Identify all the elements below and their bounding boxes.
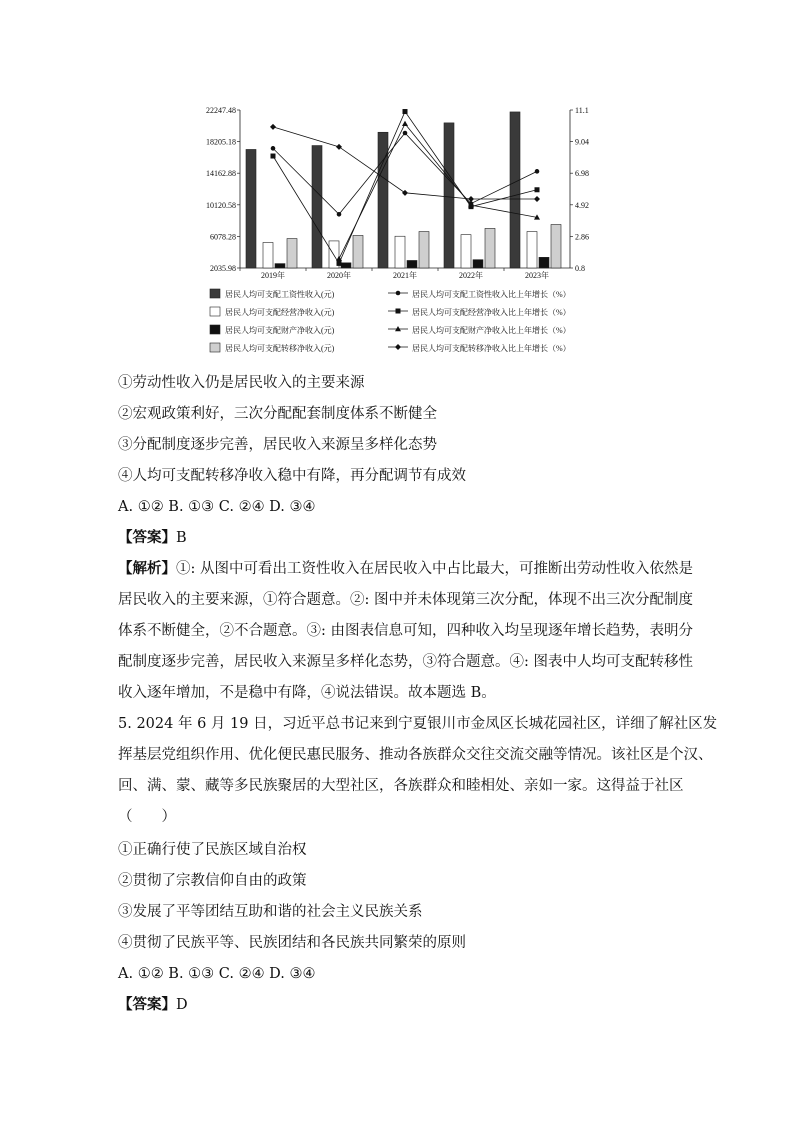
- line-point: [402, 190, 408, 196]
- line-point: [396, 291, 401, 296]
- legend-label: 居民人均可支配转移净收入比上年增长（%）: [412, 344, 571, 353]
- question-5-line-2: 挥基层党组织作用、优化便民惠民服务、推动各族群众交往交流交融等情况。该社区是个汉、: [118, 747, 713, 763]
- legend-label: 居民人均可支配经营净收入比上年增长（%）: [412, 308, 571, 317]
- bar: [551, 225, 561, 268]
- x-tick-label: 2020年: [327, 271, 351, 280]
- line-point: [535, 169, 540, 174]
- legend-label: 居民人均可支配财产净收入比上年增长（%）: [412, 326, 571, 335]
- line-point: [534, 196, 540, 202]
- left-tick-label: 10120.58: [206, 200, 236, 210]
- analysis-line-4: 配制度逐步完善，居民收入来源呈多样化态势，③符合题意。④: 图表中人均可支配转移性: [118, 654, 693, 670]
- bar: [378, 132, 388, 268]
- legend-label: 居民人均可支配财产净收入(元): [225, 326, 335, 335]
- analysis-line-2: 居民收入的主要来源，①符合题意。②: 图中并未体现第三次分配，体现不出三次分配制度: [118, 592, 693, 608]
- legend-label: 居民人均可支配工资性收入比上年增长（%）: [412, 290, 571, 299]
- legend-swatch: [210, 343, 220, 352]
- choices-q5: A. ①② B. ①③ C. ②④ D. ③④: [118, 966, 316, 982]
- question-5-line-3: 回、满、蒙、藏等多民族聚居的大型社区，各族群众和睦相处、亲如一家。这得益于社区: [118, 778, 684, 794]
- legend-label: 居民人均可支配工资性收入(元): [225, 290, 335, 299]
- right-tick-label: 9.04: [575, 137, 589, 147]
- right-tick-label: 11.1: [575, 106, 589, 115]
- series-line: [339, 124, 537, 259]
- right-tick-label: 0.8: [575, 264, 585, 273]
- left-tick-label: 22247.48: [206, 106, 236, 115]
- left-tick-label: 2035.98: [210, 264, 236, 273]
- answer-q4: [118, 527, 187, 549]
- analysis-line-3: 体系不断健全，②不合题意。③: 由图表信息可知，四种收入均呈现逐年增长趋势，表明分: [118, 623, 693, 639]
- bar: [287, 239, 297, 268]
- bar: [353, 235, 363, 268]
- bar: [275, 264, 285, 268]
- line-point: [402, 121, 408, 126]
- bar: [527, 232, 537, 268]
- line-point: [396, 309, 401, 314]
- q5-option-1: ①正确行使了民族区域自治权: [118, 842, 307, 858]
- answer-value: D: [176, 997, 188, 1013]
- legend-swatch: [210, 325, 220, 334]
- answer-label: 【答案】: [118, 996, 176, 1013]
- left-tick-label: 18205.18: [206, 137, 236, 147]
- line-point: [535, 187, 540, 192]
- bar: [312, 146, 322, 268]
- line-point: [337, 261, 342, 266]
- x-tick-label: 2021年: [393, 271, 417, 280]
- line-point: [403, 109, 408, 114]
- bar: [407, 260, 417, 268]
- x-tick-label: 2023年: [525, 271, 549, 280]
- right-tick-label: 6.98: [575, 169, 589, 179]
- line-point: [270, 124, 276, 130]
- left-tick-label: 14162.88: [206, 169, 236, 179]
- bar: [461, 235, 471, 268]
- right-tick-label: 4.92: [575, 200, 589, 210]
- option-4: ④人均可支配转移净收入稳中有降，再分配调节有成效: [118, 468, 466, 484]
- question-5-line-1: 5. 2024 年 6 月 19 日，习近平总书记来到宁夏银川市金凤区长城花园社区，详细了解社区发: [118, 716, 718, 732]
- line-point: [403, 131, 408, 136]
- bar: [473, 260, 483, 268]
- line-point: [271, 146, 276, 151]
- option-2: ②宏观政策利好，三次分配配套制度体系不断健全: [118, 406, 437, 422]
- left-tick-label: 6078.28: [210, 232, 236, 242]
- bar: [395, 236, 405, 268]
- choices-q4: A. ①② B. ①③ C. ②④ D. ③④: [118, 499, 316, 515]
- q5-option-2: ②贯彻了宗教信仰自由的政策: [118, 873, 307, 889]
- answer-value: B: [176, 530, 187, 546]
- legend-swatch: [210, 307, 220, 316]
- income-chart: [190, 100, 610, 360]
- option-1: ①劳动性收入仍是居民收入的主要来源: [118, 375, 365, 391]
- bar: [485, 228, 495, 268]
- x-tick-label: 2019年: [261, 271, 285, 280]
- analysis-line-5: 收入逐年增加，不是稳中有降，④说法错误。故本题选 B。: [118, 685, 496, 701]
- bar: [263, 242, 273, 268]
- question-5-blank: （ ）: [118, 809, 176, 825]
- answer-label: 【答案】: [118, 529, 176, 546]
- analysis-line-1: [118, 558, 693, 580]
- option-3: ③分配制度逐步完善，居民收入来源呈多样化态势: [118, 437, 437, 453]
- line-point: [395, 344, 401, 350]
- bar: [341, 263, 351, 268]
- bar: [246, 149, 256, 268]
- answer-q5: [118, 994, 188, 1016]
- bar: [444, 123, 454, 268]
- bar: [539, 257, 549, 268]
- q5-option-4: ④贯彻了民族平等、民族团结和各民族共同繁荣的原则: [118, 935, 466, 951]
- line-point: [271, 154, 276, 159]
- line-point: [337, 212, 342, 217]
- bar: [510, 112, 520, 268]
- analysis-label: 【解析】: [118, 560, 176, 577]
- legend-swatch: [210, 289, 220, 298]
- bar: [419, 232, 429, 268]
- analysis-text-1: ①: 从图中可看出工资性收入在居民收入中占比最大，可推断出劳动性收入依然是: [176, 561, 693, 577]
- legend-label: 居民人均可支配经营净收入(元): [225, 308, 335, 317]
- line-point: [336, 144, 342, 150]
- legend-label: 居民人均可支配转移净收入(元): [225, 344, 335, 353]
- x-tick-label: 2022年: [459, 271, 483, 280]
- q5-option-3: ③发展了平等团结互助和谐的社会主义民族关系: [118, 904, 423, 920]
- right-tick-label: 2.86: [575, 232, 589, 242]
